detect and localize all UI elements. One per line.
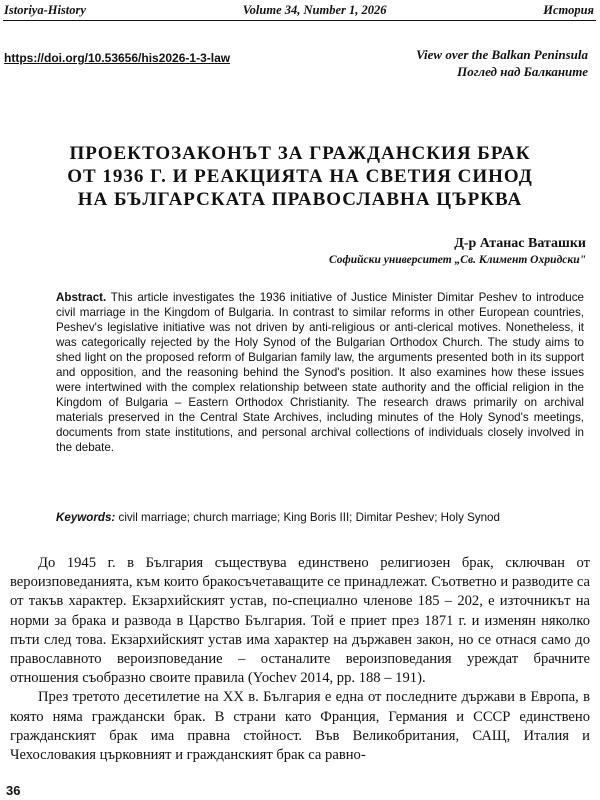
title-line: ОТ 1936 Г. И РЕАКЦИЯТА НА СВЕТИЯ СИНОД (67, 166, 533, 187)
section-heading (416, 46, 588, 80)
journal-name: Istoriya-History (4, 3, 86, 17)
journal-name-bg: История (543, 3, 594, 17)
body-text (10, 554, 590, 765)
abstract-text: This article investigates the 1936 initiative of Justice Minister Dimitar Peshev to introduce civil marriage in the Kingdom of Bulgaria. In contrast to similar reforms in other European countries, Peshev's legislative initiative was not driven by anti-religious or anti-clerical motives. Nonetheless, it was categorically rejected by the Holy Synod of the Bulgarian Orthodox Church. The study aims to shed light on the proposed reform of Bulgarian family law, the arguments presented both in its support and opposition, and the reasoning behind the Synod's position. It also examines how these issues were intertwined with the complex relationship between state authority and the official religion in the Kingdom of Bulgaria – Eastern Orthodox Christianity. The research draws primarily on archival materials preserved in the Central State Archives, including minutes of the Holy Synod's meetings, documents from state institutions, and personal archival collections of individuals closely involved in the debate. (56, 291, 584, 454)
abstract-label: Abstract. (56, 291, 107, 304)
title-line: ПРОЕКТОЗАКОНЪТ ЗА ГРАЖДАНСКИЯ БРАК (69, 143, 531, 164)
header-divider (3, 20, 596, 21)
keywords (56, 510, 584, 525)
article-title (20, 142, 580, 211)
keywords-label: Keywords: (56, 511, 116, 524)
running-header (4, 2, 594, 19)
abstract (56, 290, 584, 455)
volume-info: Volume 34, Number 1, 2026 (242, 3, 387, 17)
author-name: Д-р Атанас Ваташки (454, 236, 586, 251)
doi-link[interactable]: https://doi.org/10.53656/his2026-1-3-law (4, 51, 231, 65)
keywords-text: civil marriage; church marriage; King Boris III; Dimitar Peshev; Holy Synod (118, 511, 500, 524)
body-paragraph: До 1945 г. в България съществува единствено религиозен брак, сключван от вероизповеданията, към които бракосъчетаващите се принадлежат. Съответно и разводите са от такъв характер. Екзархийският устав, по-специално членове 185 – 202, е източникът на норми за брака и развода в Царство България. Той е приет през 1871 г. и изменян няколко пъти след това. Екзархийският устав има характер на държавен закон, но се отнася само до православното вероизповедание – останалите вероизповедания уреждат брачните отношения съобразно своите правила (Yochev 2014, pp. 188 – 191). (10, 555, 590, 687)
body-paragraph: През третото десетилетие на XX в. България е една от последните държави в Европа, в която няма граждански брак. В страни като Франция, Германия и СССР единствено гражданският брак има правна стойност. Във Великобритания, САЩ, Италия и Чехословакия църковният и гражданският брак са равно- (10, 689, 590, 764)
author-affiliation: Софийски университет „Св. Климент Охридски" (329, 254, 586, 266)
title-line: НА БЪЛГАРСКАТА ПРАВОСЛАВНА ЦЪРКВА (77, 189, 523, 210)
section-title-en: View over the Balkan Peninsula (416, 47, 588, 62)
section-title-bg: Поглед над Балканите (457, 64, 588, 79)
page-number: 36 (6, 783, 21, 798)
